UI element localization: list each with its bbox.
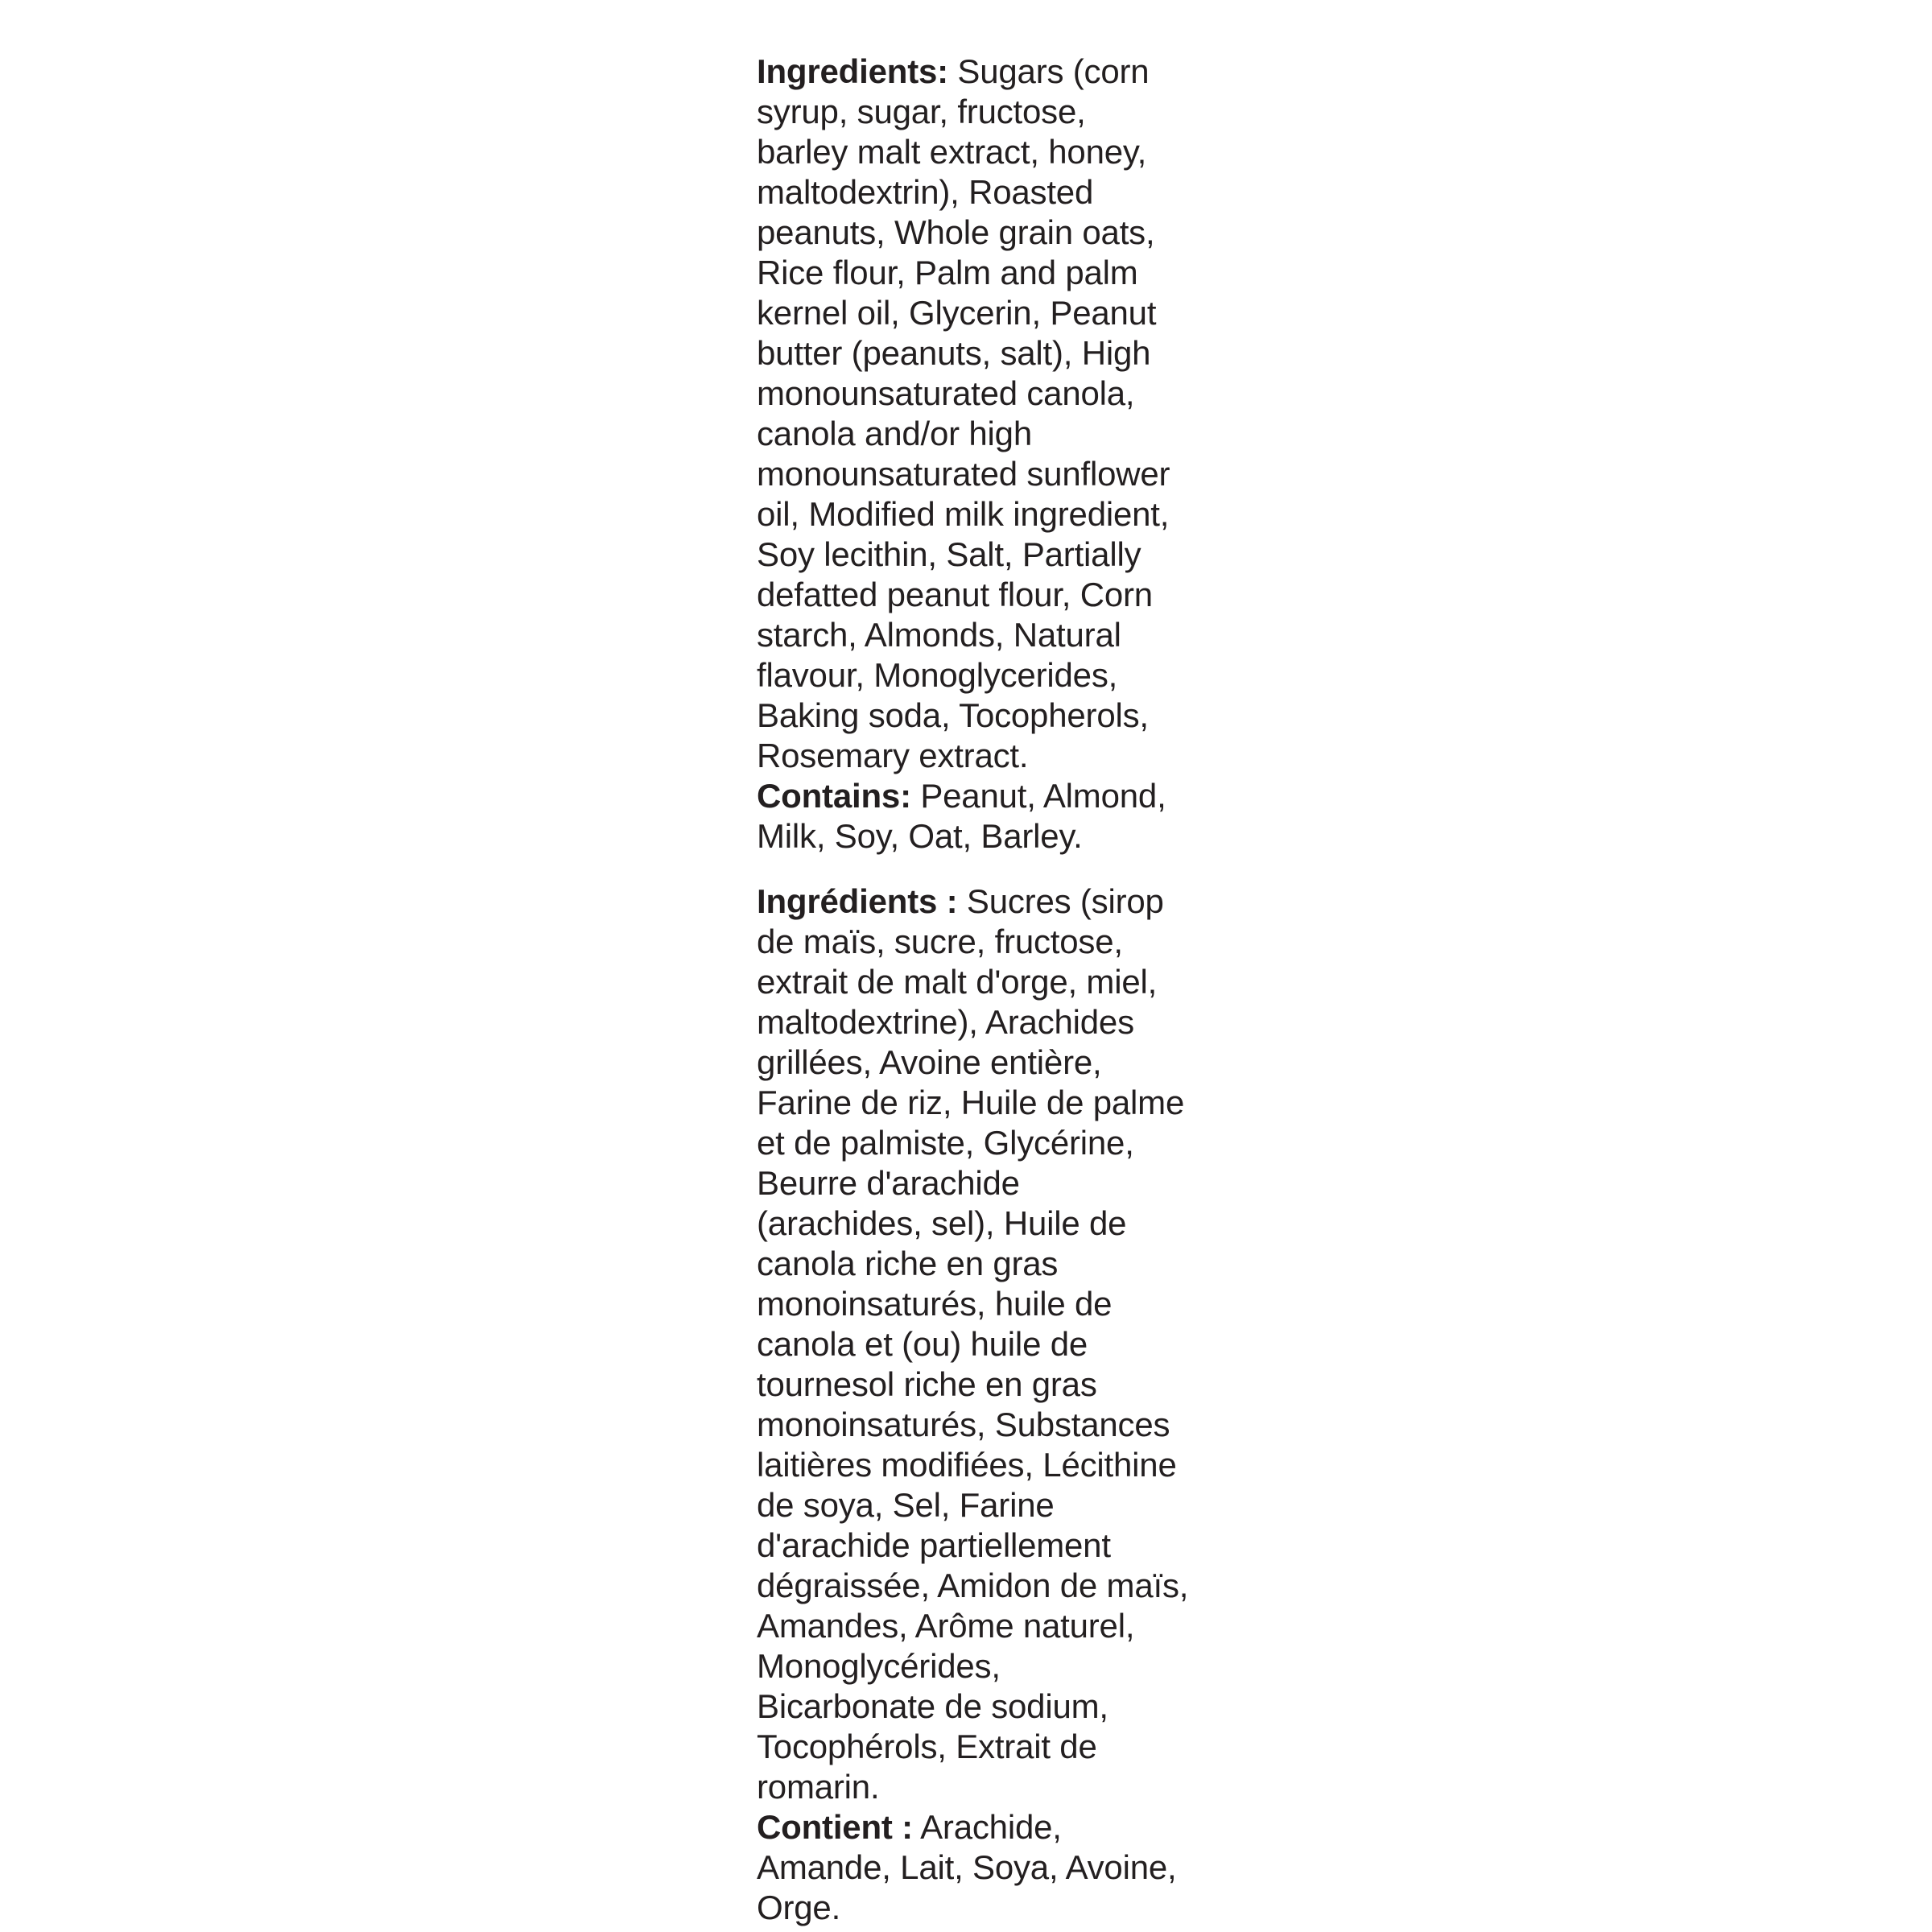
english-contains-text: Peanut, Almond, Milk, Soy, Oat, Barley. — [757, 777, 1166, 855]
english-ingredients-text: Sugars (corn syrup, sugar, fructose, barley malt extract, honey, maltodextrin), Roasted peanuts, Whole grain oats, Rice flour, Palm and palm kernel oil, Glycerin, Peanut butter (peanuts, salt), High monounsaturated canola, canola and/or high monounsaturated sunflower oil, Modified milk ingredient, Soy lecithin, Salt, Partially defatted peanut flour, Corn starch, Almonds, Natural flavour, Monoglycerides, Baking soda, Tocopherols, Rosemary extract. — [757, 52, 1170, 774]
english-contains-heading: Contains: — [757, 777, 911, 815]
french-contains-paragraph — [757, 1807, 1208, 1928]
french-contains-heading: Contient : — [757, 1808, 913, 1846]
ingredients-label — [757, 52, 1208, 1928]
english-ingredients-heading: Ingredients: — [757, 52, 948, 90]
language-divider-gap — [757, 857, 1208, 881]
french-ingredients-paragraph — [757, 881, 1208, 1807]
french-contains-text: Arachide, Amande, Lait, Soya, Avoine, Orge. — [757, 1808, 1177, 1926]
english-ingredients-paragraph — [757, 52, 1208, 776]
english-contains-paragraph — [757, 776, 1208, 857]
french-ingredients-text: Sucres (sirop de maïs, sucre, fructose, extrait de malt d'orge, miel, maltodextrine), Arachides grillées, Avoine entière, Farine de riz, Huile de palme et de palmiste, Glycérine, Beurre d'arachide (arachides, sel), Huile de canola riche en gras monoinsaturés, huile de canola et (ou) huile de tournesol riche en gras monoinsaturés, Substances laitières modifiées, Lécithine de soya, Sel, Farine d'arachide partiellement dégraissée, Amidon de maïs, Amandes, Arôme naturel, Monoglycérides, Bicarbonate de sodium, Tocophérols, Extrait de romarin. — [757, 882, 1189, 1806]
french-ingredients-heading: Ingrédients : — [757, 882, 958, 920]
